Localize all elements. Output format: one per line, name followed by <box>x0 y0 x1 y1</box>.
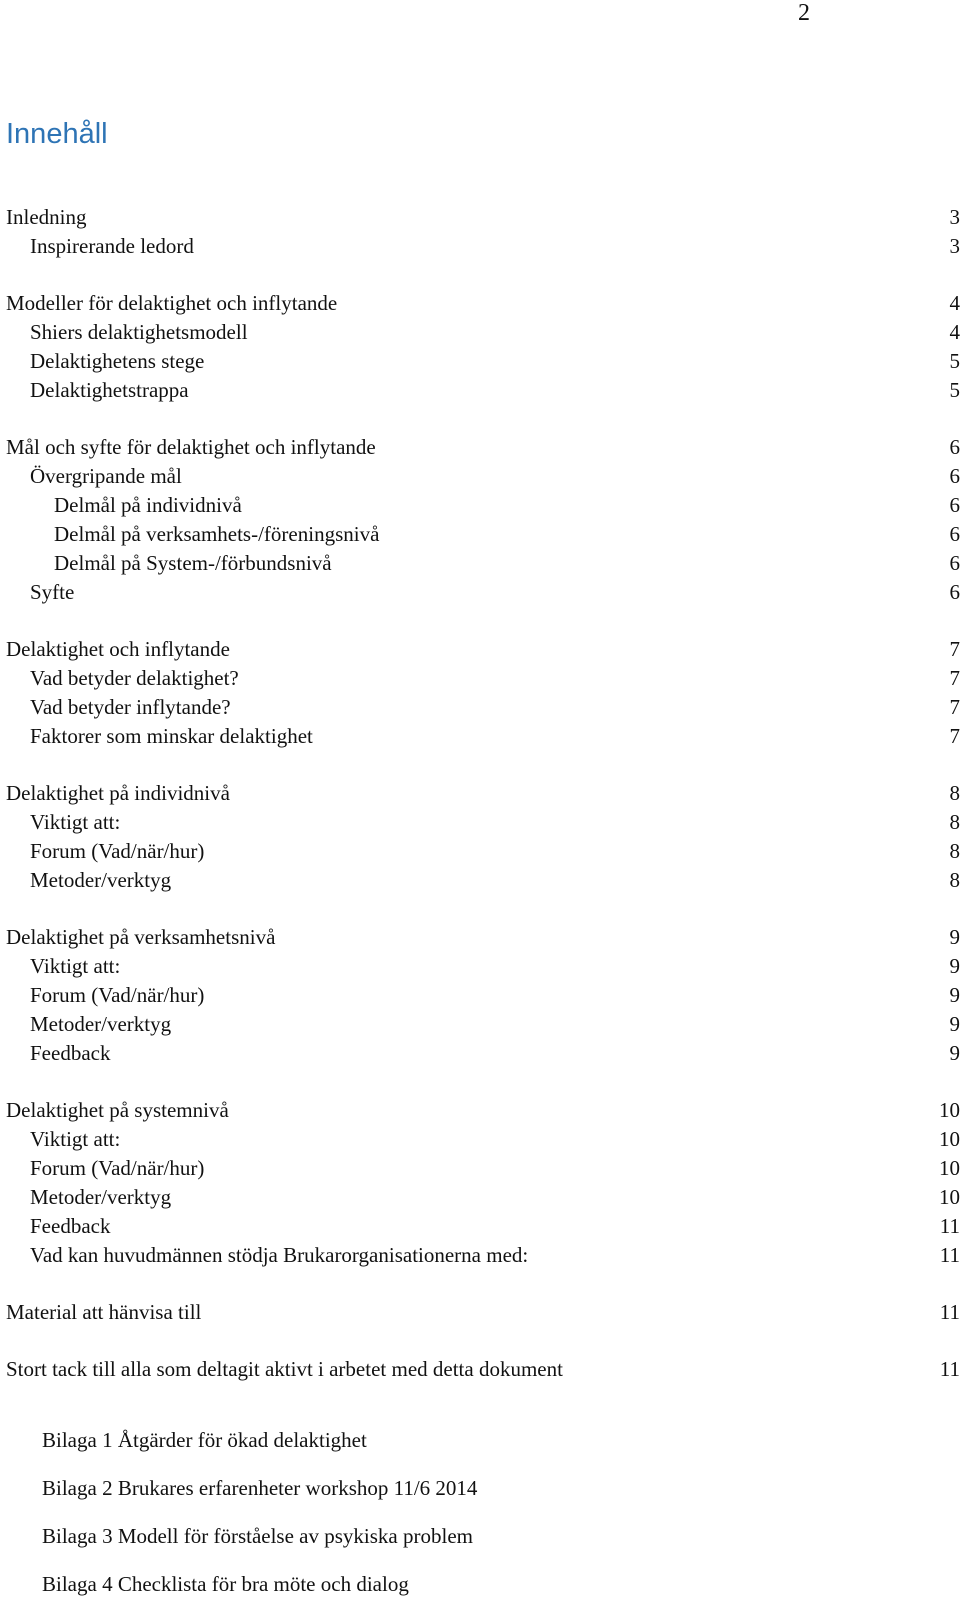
toc-entry-page: 9 <box>949 925 960 949</box>
toc-entry-page: 7 <box>949 695 960 719</box>
toc-entry-title: Material att hänvisa till <box>6 1300 202 1324</box>
toc-entry[interactable] <box>6 203 960 232</box>
toc-entry-title: Faktorer som minskar delaktighet <box>30 724 313 748</box>
toc-entry-title: Vad kan huvudmännen stödja Brukarorganisationerna med: <box>30 1243 529 1267</box>
toc-heading: Innehåll <box>6 118 108 150</box>
toc-entry-page: 6 <box>949 551 960 575</box>
appendix-item: Bilaga 4 Checklista för bra möte och dialog <box>42 1572 409 1596</box>
toc-entry-title: Viktigt att: <box>30 954 121 978</box>
toc-entry[interactable] <box>6 1212 960 1241</box>
toc-entry-title: Viktigt att: <box>30 1127 121 1151</box>
toc-entry-page: 3 <box>949 234 960 258</box>
toc-entry-page: 8 <box>949 781 960 805</box>
toc-entry-title: Delmål på System-/förbundsnivå <box>54 551 332 575</box>
toc-entry-title: Metoder/verktyg <box>30 1185 172 1209</box>
toc-entry-page: 7 <box>949 637 960 661</box>
toc-entry[interactable] <box>6 289 960 318</box>
appendix-item: Bilaga 2 Brukares erfarenheter workshop 11/6 2014 <box>42 1476 478 1500</box>
toc-entry[interactable] <box>6 376 960 405</box>
toc-entry[interactable] <box>6 232 960 261</box>
toc-entry[interactable] <box>6 433 960 462</box>
toc-entry[interactable] <box>6 1355 960 1384</box>
toc-entry-title: Forum (Vad/när/hur) <box>30 839 205 863</box>
toc-entry-title: Feedback <box>30 1041 111 1065</box>
toc-entry-page: 6 <box>949 493 960 517</box>
toc-entry-page: 6 <box>949 522 960 546</box>
toc-entry-page: 9 <box>949 954 960 978</box>
toc-entry[interactable] <box>6 837 960 866</box>
toc-entry-title: Vad betyder delaktighet? <box>30 666 239 690</box>
toc-entry-page: 11 <box>939 1357 960 1381</box>
toc-entry-title: Vad betyder inflytande? <box>30 695 231 719</box>
page-number: 2 <box>798 0 810 26</box>
toc-entry-page: 11 <box>939 1300 960 1324</box>
toc-entry[interactable] <box>6 1241 960 1270</box>
toc-entry-page: 8 <box>949 810 960 834</box>
toc-entry-title: Forum (Vad/när/hur) <box>30 1156 205 1180</box>
appendix-item: Bilaga 1 Åtgärder för ökad delaktighet <box>42 1428 367 1452</box>
toc-entry[interactable] <box>6 866 960 895</box>
table-of-contents <box>6 203 960 1384</box>
toc-entry-page: 9 <box>949 1041 960 1065</box>
toc-entry[interactable] <box>6 808 960 837</box>
toc-entry-page: 7 <box>949 666 960 690</box>
toc-entry-title: Modeller för delaktighet och inflytande <box>6 291 338 315</box>
toc-entry-title: Metoder/verktyg <box>30 1012 172 1036</box>
toc-entry-title: Delmål på verksamhets-/föreningsnivå <box>54 522 380 546</box>
toc-entry-page: 6 <box>949 435 960 459</box>
toc-entry[interactable] <box>6 347 960 376</box>
toc-entry-title: Stort tack till alla som deltagit aktivt i arbetet med detta dokument <box>6 1357 563 1381</box>
toc-entry[interactable] <box>6 981 960 1010</box>
toc-entry[interactable] <box>6 1039 960 1068</box>
toc-entry-title: Mål och syfte för delaktighet och inflytande <box>6 435 376 459</box>
toc-entry[interactable] <box>6 1125 960 1154</box>
toc-entry-page: 4 <box>949 291 960 315</box>
toc-entry-title: Shiers delaktighetsmodell <box>30 320 248 344</box>
toc-entry-title: Viktigt att: <box>30 810 121 834</box>
toc-entry-page: 10 <box>939 1185 960 1209</box>
toc-entry[interactable] <box>6 520 960 549</box>
toc-entry[interactable] <box>6 664 960 693</box>
toc-entry-title: Metoder/verktyg <box>30 868 172 892</box>
toc-entry-page: 11 <box>939 1243 960 1267</box>
toc-entry[interactable] <box>6 779 960 808</box>
toc-entry[interactable] <box>6 1183 960 1212</box>
toc-entry[interactable] <box>6 635 960 664</box>
toc-entry-title: Inspirerande ledord <box>30 234 194 258</box>
toc-entry-page: 10 <box>939 1156 960 1180</box>
toc-entry[interactable] <box>6 578 960 607</box>
toc-entry-page: 4 <box>949 320 960 344</box>
toc-entry-title: Inledning <box>6 205 87 229</box>
toc-entry-page: 8 <box>949 868 960 892</box>
toc-entry[interactable] <box>6 549 960 578</box>
toc-entry-title: Syfte <box>30 580 75 604</box>
toc-entry-page: 6 <box>949 580 960 604</box>
toc-entry-page: 3 <box>949 205 960 229</box>
toc-entry-title: Delaktighet på verksamhetsnivå <box>6 925 276 949</box>
toc-entry-title: Feedback <box>30 1214 111 1238</box>
toc-entry-page: 5 <box>949 378 960 402</box>
toc-entry-page: 9 <box>949 983 960 1007</box>
toc-entry-title: Delaktighet på systemnivå <box>6 1098 229 1122</box>
toc-entry-page: 6 <box>949 464 960 488</box>
toc-entry-title: Forum (Vad/när/hur) <box>30 983 205 1007</box>
toc-entry[interactable] <box>6 693 960 722</box>
toc-entry[interactable] <box>6 722 960 751</box>
toc-entry-title: Delmål på individnivå <box>54 493 242 517</box>
toc-entry[interactable] <box>6 491 960 520</box>
toc-entry-page: 8 <box>949 839 960 863</box>
toc-entry[interactable] <box>6 952 960 981</box>
toc-entry[interactable] <box>6 923 960 952</box>
toc-entry-title: Delaktighet på individnivå <box>6 781 230 805</box>
toc-entry-title: Delaktighet och inflytande <box>6 637 230 661</box>
toc-entry-page: 10 <box>939 1127 960 1151</box>
appendix-item: Bilaga 3 Modell för förståelse av psykiska problem <box>42 1524 473 1548</box>
toc-entry-title: Övergripande mål <box>30 464 182 488</box>
toc-entry[interactable] <box>6 1298 960 1327</box>
toc-entry-title: Delaktighetens stege <box>30 349 205 373</box>
toc-entry[interactable] <box>6 1154 960 1183</box>
toc-entry-page: 7 <box>949 724 960 748</box>
toc-entry-page: 11 <box>939 1214 960 1238</box>
toc-entry[interactable] <box>6 1010 960 1039</box>
toc-entry-page: 9 <box>949 1012 960 1036</box>
toc-entry-page: 5 <box>949 349 960 373</box>
toc-entry-title: Delaktighetstrappa <box>30 378 189 402</box>
toc-entry[interactable] <box>6 462 960 491</box>
toc-entry-page: 10 <box>939 1098 960 1122</box>
toc-entry[interactable] <box>6 318 960 347</box>
toc-entry[interactable] <box>6 1096 960 1125</box>
